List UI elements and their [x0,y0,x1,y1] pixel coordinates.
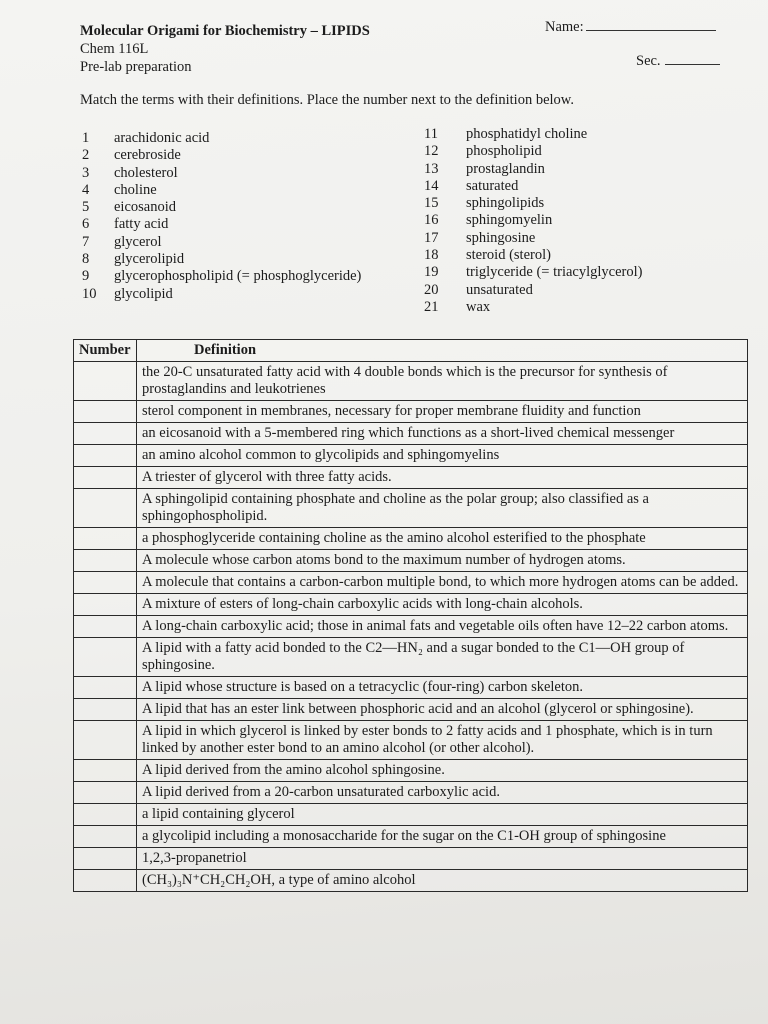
sec-blank[interactable] [665,52,720,65]
table-row [74,870,748,892]
term-item [82,216,361,233]
term-label: cerebroside [114,147,181,164]
term-item [82,268,361,285]
definition-cell: a glycolipid including a monosaccharide for the sugar on the C1-OH group of sphingosine [137,826,748,848]
table-row [74,467,748,489]
table-row [74,804,748,826]
term-item [424,143,642,160]
worksheet-title: Molecular Origami for Biochemistry – LIPIDS [80,23,370,39]
definition-column-header [137,340,748,362]
answer-number-cell[interactable] [74,826,137,848]
answer-number-cell[interactable] [74,760,137,782]
answer-number-cell[interactable] [74,804,137,826]
definitions-table [73,339,748,892]
term-number: 15 [424,195,439,212]
definition-cell: an eicosanoid with a 5-membered ring which functions as a short-lived chemical messenger [137,423,748,445]
definition-header-label: Definition [194,342,257,358]
definition-cell: a phosphoglyceride containing choline as the amino alcohol esterified to the phosphate [137,528,748,550]
term-number: 7 [82,233,90,250]
term-item [424,264,642,281]
answer-number-cell[interactable] [74,594,137,616]
term-number: 8 [82,251,90,268]
term-number: 13 [424,160,439,177]
table-row [74,528,748,550]
term-number: 5 [82,199,90,216]
answer-number-cell[interactable] [74,401,137,423]
term-number: 9 [82,268,90,285]
term-item [424,212,642,229]
table-row [74,721,748,760]
definition-cell: A triester of glycerol with three fatty acids. [137,467,748,489]
term-label: sphingomyelin [466,212,553,229]
term-label: phospholipid [466,143,542,160]
definition-cell: A lipid in which glycerol is linked by ester bonds to 2 fatty acids and 1 phosphate, which is in turn linked by another ester bond to an amino alcohol (or other alcohol). [137,721,748,760]
sec-label: Sec. [636,53,661,69]
term-label: unsaturated [466,281,533,298]
term-number: 16 [424,212,439,229]
definition-cell: A molecule whose carbon atoms bond to the maximum number of hydrogen atoms. [137,550,748,572]
definition-cell: 1,2,3-propanetriol [137,848,748,870]
term-item [424,126,642,143]
answer-number-cell[interactable] [74,528,137,550]
definition-cell: the 20-C unsaturated fatty acid with 4 double bonds which is the precursor for synthesis of prostaglandins and leukotrienes [137,362,748,401]
term-item [424,161,642,178]
answer-number-cell[interactable] [74,362,137,401]
answer-number-cell[interactable] [74,467,137,489]
term-number: 11 [424,126,438,142]
table-row [74,760,748,782]
term-label: choline [114,181,157,198]
term-label: steroid (sterol) [466,247,551,264]
term-label: sphingosine [466,229,536,246]
table-row [74,638,748,677]
answer-number-cell[interactable] [74,423,137,445]
table-row [74,550,748,572]
definition-cell: sterol component in membranes, necessary for proper membrane fluidity and function [137,401,748,423]
table-row [74,362,748,401]
definition-cell: a lipid containing glycerol [137,804,748,826]
term-number: 20 [424,281,439,298]
answer-number-cell[interactable] [74,638,137,677]
definition-cell: an amino alcohol common to glycolipids and sphingomyelins [137,445,748,467]
term-item [82,286,361,303]
answer-number-cell[interactable] [74,616,137,638]
term-item [424,178,642,195]
title-block [80,22,370,76]
term-item [82,199,361,216]
term-number: 3 [82,164,90,181]
answer-number-cell[interactable] [74,870,137,892]
table-row [74,594,748,616]
term-item [82,234,361,251]
term-label: arachidonic acid [114,130,210,146]
term-number: 21 [424,298,439,315]
name-label: Name: [545,19,584,35]
term-label: cholesterol [114,164,178,181]
term-number: 18 [424,247,439,264]
instructions: Match the terms with their definitions. Place the number next to the definition below. [80,92,574,108]
answer-number-cell[interactable] [74,782,137,804]
definition-cell: A mixture of esters of long-chain carboxylic acids with long-chain alcohols. [137,594,748,616]
term-number: 12 [424,143,439,160]
course-label: Chem 116L [80,41,149,57]
terms-list-left [82,130,361,303]
answer-number-cell[interactable] [74,550,137,572]
term-item [82,182,361,199]
table-row [74,848,748,870]
table-row [74,677,748,699]
term-label: fatty acid [114,216,169,233]
definition-cell: A molecule that contains a carbon-carbon multiple bond, to which more hydrogen atoms can be added. [137,572,748,594]
number-column-header: Number [74,340,137,362]
term-label: wax [466,298,491,315]
answer-number-cell[interactable] [74,677,137,699]
term-label: sphingolipids [466,195,545,212]
definition-cell: A lipid derived from the amino alcohol sphingosine. [137,760,748,782]
term-item [424,230,642,247]
term-number: 6 [82,216,90,233]
term-number: 10 [82,285,97,302]
answer-number-cell[interactable] [74,848,137,870]
term-item [82,130,361,147]
term-label: saturated [466,177,519,194]
term-item [424,247,642,264]
term-label: glycolipid [114,285,173,302]
table-row [74,401,748,423]
table-row [74,782,748,804]
table-row [74,572,748,594]
table-header-row [74,340,748,362]
term-label: glycerophospholipid (= phosphoglyceride) [114,268,362,285]
term-label: glycerolipid [114,251,185,268]
term-number: 4 [82,181,90,198]
table-row [74,423,748,445]
term-label: triglyceride (= triacylglycerol) [466,264,643,281]
term-item [82,165,361,182]
definition-cell: A lipid with a fatty acid bonded to the C2—HN₂ and a sugar bonded to the C1—OH group of sphingosine. [137,638,748,677]
definition-cell: A sphingolipid containing phosphate and choline as the polar group; also classified as a sphingophospholipid. [137,489,748,528]
term-item [82,251,361,268]
term-number: 14 [424,177,439,194]
definition-cell: A lipid that has an ester link between phosphoric acid and an alcohol (glycerol or sphingosine). [137,699,748,721]
term-item [424,282,642,299]
definitions-body [74,362,748,892]
name-blank[interactable] [586,18,716,31]
definition-cell: A lipid derived from a 20-carbon unsaturated carboxylic acid. [137,782,748,804]
term-label: prostaglandin [466,160,545,177]
term-label: phosphatidyl choline [466,126,588,142]
term-number: 19 [424,264,439,281]
term-label: glycerol [114,233,162,250]
answer-number-cell[interactable] [74,445,137,467]
section-field[interactable] [636,52,720,70]
term-number: 17 [424,229,439,246]
table-row [74,489,748,528]
definition-cell: A long-chain carboxylic acid; those in animal fats and vegetable oils often have 12–22 carbon atoms. [137,616,748,638]
table-row [74,445,748,467]
term-number: 1 [82,130,90,146]
table-row [74,699,748,721]
answer-number-cell[interactable] [74,572,137,594]
term-item [424,299,642,316]
name-field[interactable] [545,18,716,36]
answer-number-cell[interactable] [74,489,137,528]
answer-number-cell[interactable] [74,721,137,760]
term-label: eicosanoid [114,199,177,216]
table-row [74,616,748,638]
terms-list-right [424,126,642,316]
definition-cell: A lipid whose structure is based on a tetracyclic (four-ring) carbon skeleton. [137,677,748,699]
table-row [74,826,748,848]
definition-cell: (CH₃)₃N⁺CH₂CH₂OH, a type of amino alcohol [137,870,748,892]
term-item [424,195,642,212]
answer-number-cell[interactable] [74,699,137,721]
term-item [82,147,361,164]
term-number: 2 [82,147,90,164]
subtitle: Pre-lab preparation [80,59,192,75]
